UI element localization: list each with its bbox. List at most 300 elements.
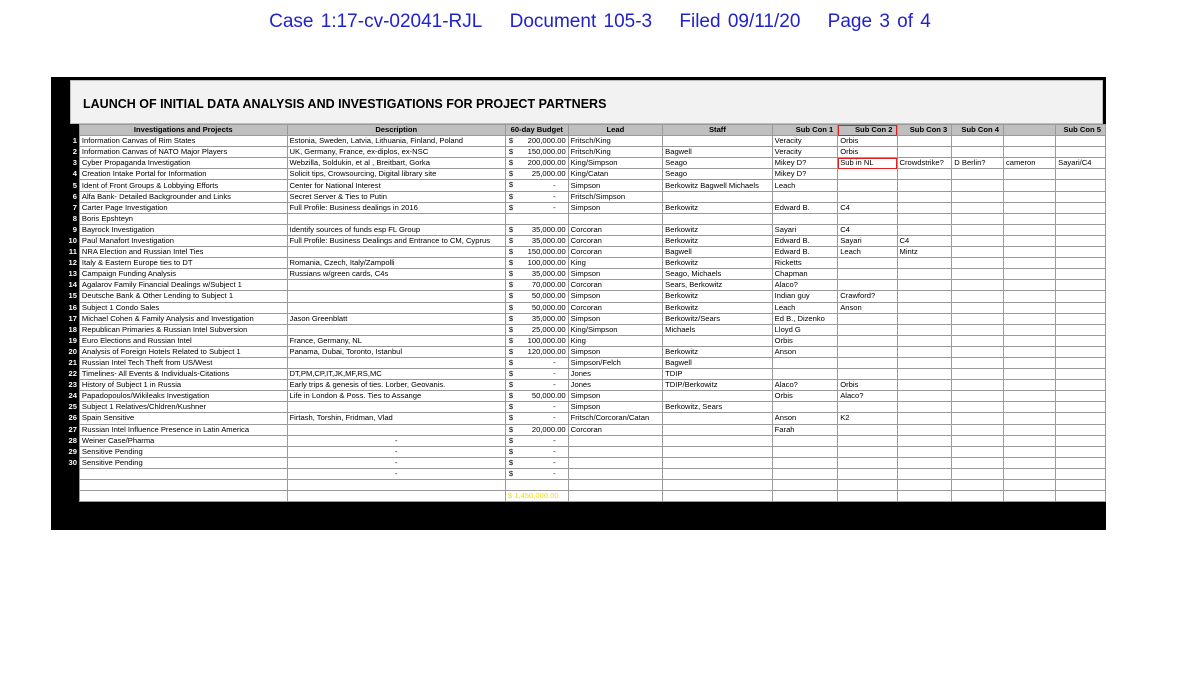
subcon4-cell[interactable]: [952, 258, 1004, 269]
extra-cell[interactable]: [1003, 213, 1055, 224]
budget-cell[interactable]: [505, 380, 568, 391]
subcon1-cell[interactable]: Lloyd G: [772, 324, 838, 335]
description-cell[interactable]: Center for National Interest: [287, 180, 505, 191]
subcon1-cell[interactable]: Edward B.: [772, 247, 838, 258]
subcon1-cell[interactable]: Alaco?: [772, 380, 838, 391]
extra-cell[interactable]: [1003, 280, 1055, 291]
subcon3-cell[interactable]: [897, 147, 952, 158]
lead-cell[interactable]: Fritsch/Corcoran/Catan: [568, 413, 663, 424]
subcon3-cell[interactable]: [897, 213, 952, 224]
staff-cell[interactable]: TDIP: [663, 369, 773, 380]
project-cell[interactable]: Weiner Case/Pharma: [79, 435, 287, 446]
subcon3-cell[interactable]: [897, 446, 952, 457]
subcon5-cell[interactable]: [1056, 480, 1106, 491]
subcon1-cell[interactable]: Orbis: [772, 335, 838, 346]
subcon3-cell[interactable]: [897, 457, 952, 468]
budget-cell[interactable]: [505, 324, 568, 335]
extra-cell[interactable]: [1003, 235, 1055, 246]
extra-cell[interactable]: [1003, 269, 1055, 280]
subcon2-cell[interactable]: Orbis: [838, 147, 897, 158]
budget-cell[interactable]: [505, 446, 568, 457]
subcon3-cell[interactable]: [897, 224, 952, 235]
subcon5-cell[interactable]: [1056, 402, 1106, 413]
lead-cell[interactable]: Simpson: [568, 269, 663, 280]
description-cell[interactable]: -: [287, 446, 505, 457]
project-cell[interactable]: Subject 1 Condo Sales: [79, 302, 287, 313]
subcon3-cell[interactable]: [897, 369, 952, 380]
subcon4-cell[interactable]: [952, 391, 1004, 402]
subcon4-cell[interactable]: [952, 413, 1004, 424]
budget-cell[interactable]: [505, 480, 568, 491]
subcon4-cell[interactable]: [952, 424, 1004, 435]
subcon2-cell[interactable]: Leach: [838, 247, 897, 258]
subcon2-cell[interactable]: [838, 402, 897, 413]
project-cell[interactable]: Subject 1 Relatives/Chldren/Kushner: [79, 402, 287, 413]
budget-cell[interactable]: [505, 468, 568, 479]
project-cell[interactable]: Timelines- All Events & Individuals-Citations: [79, 369, 287, 380]
subcon4-cell[interactable]: [952, 369, 1004, 380]
extra-cell[interactable]: [1003, 291, 1055, 302]
lead-cell[interactable]: [568, 446, 663, 457]
subcon4-cell[interactable]: [952, 346, 1004, 357]
subcon3-cell[interactable]: [897, 468, 952, 479]
lead-cell[interactable]: King/Simpson: [568, 324, 663, 335]
lead-cell[interactable]: Fritsch/Simpson: [568, 191, 663, 202]
extra-cell[interactable]: [1003, 335, 1055, 346]
project-cell[interactable]: [79, 468, 287, 479]
budget-cell[interactable]: [505, 402, 568, 413]
staff-cell[interactable]: TDIP/Berkowitz: [663, 380, 773, 391]
staff-cell[interactable]: Bagwell: [663, 147, 773, 158]
column-header[interactable]: Description: [287, 125, 505, 136]
subcon5-cell[interactable]: [1056, 357, 1106, 368]
project-cell[interactable]: Ident of Front Groups & Lobbying Efforts: [79, 180, 287, 191]
budget-cell[interactable]: [505, 247, 568, 258]
description-cell[interactable]: Panama, Dubai, Toronto, Istanbul: [287, 346, 505, 357]
subcon3-cell[interactable]: [897, 202, 952, 213]
subcon1-cell[interactable]: Edward B.: [772, 235, 838, 246]
subcon5-cell[interactable]: [1056, 324, 1106, 335]
subcon4-cell[interactable]: [952, 457, 1004, 468]
staff-cell[interactable]: [663, 446, 773, 457]
subcon2-cell[interactable]: [838, 169, 897, 180]
budget-cell[interactable]: [505, 136, 568, 147]
description-cell[interactable]: -: [287, 457, 505, 468]
budget-cell[interactable]: [505, 158, 568, 169]
subcon3-cell[interactable]: [897, 313, 952, 324]
project-cell[interactable]: Italy & Eastern Europe ties to DT: [79, 258, 287, 269]
subcon4-cell[interactable]: [952, 213, 1004, 224]
extra-cell[interactable]: [1003, 446, 1055, 457]
subcon3-cell[interactable]: [897, 302, 952, 313]
subcon5-cell[interactable]: [1056, 346, 1106, 357]
extra-cell[interactable]: [1003, 258, 1055, 269]
subcon3-cell[interactable]: [897, 424, 952, 435]
staff-cell[interactable]: Berkowitz, Sears: [663, 402, 773, 413]
subcon2-cell[interactable]: Sayari: [838, 235, 897, 246]
subcon5-cell[interactable]: [1056, 191, 1106, 202]
subcon1-cell[interactable]: Farah: [772, 424, 838, 435]
subcon2-cell[interactable]: Anson: [838, 302, 897, 313]
column-header[interactable]: Staff: [663, 125, 773, 136]
subcon1-cell[interactable]: Edward B.: [772, 202, 838, 213]
staff-cell[interactable]: Michaels: [663, 324, 773, 335]
project-cell[interactable]: Information Canvas of NATO Major Players: [79, 147, 287, 158]
description-cell[interactable]: France, Germany, NL: [287, 335, 505, 346]
staff-cell[interactable]: [663, 413, 773, 424]
lead-cell[interactable]: [568, 480, 663, 491]
subcon4-cell[interactable]: [952, 468, 1004, 479]
extra-cell[interactable]: [1003, 191, 1055, 202]
subcon1-cell[interactable]: [772, 457, 838, 468]
lead-cell[interactable]: King/Catan: [568, 169, 663, 180]
project-cell[interactable]: Boris Epshteyn: [79, 213, 287, 224]
subcon4-cell[interactable]: [952, 313, 1004, 324]
staff-cell[interactable]: [663, 335, 773, 346]
lead-cell[interactable]: Corcoran: [568, 235, 663, 246]
budget-cell[interactable]: [505, 191, 568, 202]
subcon1-cell[interactable]: Alaco?: [772, 280, 838, 291]
subcon4-cell[interactable]: [952, 280, 1004, 291]
subcon3-cell[interactable]: [897, 435, 952, 446]
extra-cell[interactable]: [1003, 435, 1055, 446]
subcon2-cell[interactable]: K2: [838, 413, 897, 424]
budget-cell[interactable]: [505, 302, 568, 313]
subcon1-cell[interactable]: Ricketts: [772, 258, 838, 269]
subcon5-cell[interactable]: [1056, 468, 1106, 479]
subcon3-cell[interactable]: [897, 335, 952, 346]
subcon2-cell[interactable]: [838, 424, 897, 435]
subcon1-cell[interactable]: [772, 213, 838, 224]
budget-cell[interactable]: [505, 346, 568, 357]
staff-cell[interactable]: Seago: [663, 169, 773, 180]
column-header[interactable]: Sub Con 4: [952, 125, 1004, 136]
staff-cell[interactable]: Berkowitz: [663, 258, 773, 269]
budget-cell[interactable]: [505, 335, 568, 346]
subcon1-cell[interactable]: Orbis: [772, 391, 838, 402]
lead-cell[interactable]: Simpson: [568, 402, 663, 413]
extra-cell[interactable]: [1003, 136, 1055, 147]
budget-cell[interactable]: [505, 413, 568, 424]
subcon2-cell[interactable]: [838, 457, 897, 468]
lead-cell[interactable]: Simpson: [568, 291, 663, 302]
subcon1-cell[interactable]: Chapman: [772, 269, 838, 280]
description-cell[interactable]: Full Profile: Business Dealings and Entrance to CM, Cyprus: [287, 235, 505, 246]
lead-cell[interactable]: Corcoran: [568, 224, 663, 235]
project-cell[interactable]: [79, 480, 287, 491]
description-cell[interactable]: DT,PM,CP,IT,JK,MF,RS,MC: [287, 369, 505, 380]
description-cell[interactable]: Jason Greenblatt: [287, 313, 505, 324]
lead-cell[interactable]: Corcoran: [568, 302, 663, 313]
description-cell[interactable]: [287, 302, 505, 313]
subcon3-cell[interactable]: [897, 413, 952, 424]
budget-cell[interactable]: [505, 258, 568, 269]
subcon3-cell[interactable]: [897, 324, 952, 335]
budget-cell[interactable]: [505, 224, 568, 235]
subcon4-cell[interactable]: [952, 480, 1004, 491]
subcon2-cell[interactable]: [838, 357, 897, 368]
subcon1-cell[interactable]: Veracity: [772, 147, 838, 158]
extra-cell[interactable]: [1003, 324, 1055, 335]
subcon3-cell[interactable]: [897, 169, 952, 180]
column-header[interactable]: Sub Con 5: [1056, 125, 1106, 136]
subcon4-cell[interactable]: [952, 402, 1004, 413]
subcon1-cell[interactable]: Anson: [772, 413, 838, 424]
subcon1-cell[interactable]: Leach: [772, 180, 838, 191]
subcon4-cell[interactable]: [952, 136, 1004, 147]
staff-cell[interactable]: Berkowitz: [663, 235, 773, 246]
description-cell[interactable]: UK, Germany, France, ex-diplos, ex-NSC: [287, 147, 505, 158]
subcon2-cell[interactable]: [838, 335, 897, 346]
extra-cell[interactable]: [1003, 369, 1055, 380]
subcon4-cell[interactable]: [952, 169, 1004, 180]
extra-cell[interactable]: [1003, 424, 1055, 435]
extra-cell[interactable]: [1003, 313, 1055, 324]
subcon4-cell[interactable]: [952, 380, 1004, 391]
project-cell[interactable]: Creation Intake Portal for Information: [79, 169, 287, 180]
budget-cell[interactable]: [505, 213, 568, 224]
subcon4-cell[interactable]: D Berlin?: [952, 158, 1004, 169]
subcon5-cell[interactable]: [1056, 380, 1106, 391]
description-cell[interactable]: Early trips & genesis of ties. Lorber, Geovanis.: [287, 380, 505, 391]
subcon3-cell[interactable]: [897, 180, 952, 191]
subcon5-cell[interactable]: [1056, 213, 1106, 224]
subcon4-cell[interactable]: [952, 180, 1004, 191]
column-header[interactable]: Sub Con 2: [838, 125, 897, 136]
project-cell[interactable]: Campaign Funding Analysis: [79, 269, 287, 280]
staff-cell[interactable]: [663, 468, 773, 479]
budget-cell[interactable]: [505, 180, 568, 191]
subcon2-cell[interactable]: Orbis: [838, 380, 897, 391]
extra-cell[interactable]: [1003, 202, 1055, 213]
subcon2-cell[interactable]: [838, 180, 897, 191]
budget-cell[interactable]: [505, 169, 568, 180]
subcon1-cell[interactable]: [772, 480, 838, 491]
extra-cell[interactable]: [1003, 169, 1055, 180]
lead-cell[interactable]: [568, 435, 663, 446]
subcon5-cell[interactable]: [1056, 280, 1106, 291]
budget-cell[interactable]: [505, 147, 568, 158]
budget-cell[interactable]: [505, 269, 568, 280]
subcon5-cell[interactable]: [1056, 258, 1106, 269]
description-cell[interactable]: Solicit tips, Crowsourcing, Digital library site: [287, 169, 505, 180]
project-cell[interactable]: NRA Election and Russian Intel Ties: [79, 247, 287, 258]
lead-cell[interactable]: Simpson: [568, 391, 663, 402]
budget-cell[interactable]: [505, 424, 568, 435]
subcon5-cell[interactable]: [1056, 202, 1106, 213]
subcon3-cell[interactable]: C4: [897, 235, 952, 246]
subcon1-cell[interactable]: Anson: [772, 346, 838, 357]
subcon2-cell[interactable]: [838, 435, 897, 446]
subcon1-cell[interactable]: [772, 357, 838, 368]
lead-cell[interactable]: King: [568, 258, 663, 269]
lead-cell[interactable]: Simpson: [568, 180, 663, 191]
staff-cell[interactable]: Berkowitz Bagwell Michaels: [663, 180, 773, 191]
subcon3-cell[interactable]: [897, 136, 952, 147]
subcon5-cell[interactable]: [1056, 446, 1106, 457]
staff-cell[interactable]: Sears, Berkowitz: [663, 280, 773, 291]
subcon1-cell[interactable]: Mikey D?: [772, 158, 838, 169]
budget-cell[interactable]: [505, 357, 568, 368]
extra-cell[interactable]: cameron: [1003, 158, 1055, 169]
extra-cell[interactable]: [1003, 402, 1055, 413]
subcon2-cell[interactable]: [838, 346, 897, 357]
lead-cell[interactable]: King/Simpson: [568, 158, 663, 169]
staff-cell[interactable]: Berkowitz: [663, 346, 773, 357]
description-cell[interactable]: Firtash, Torshin, Fridman, Vlad: [287, 413, 505, 424]
subcon5-cell[interactable]: [1056, 269, 1106, 280]
subcon2-cell[interactable]: C4: [838, 224, 897, 235]
extra-cell[interactable]: [1003, 224, 1055, 235]
lead-cell[interactable]: [568, 457, 663, 468]
subcon5-cell[interactable]: [1056, 180, 1106, 191]
staff-cell[interactable]: [663, 191, 773, 202]
staff-cell[interactable]: Berkowitz: [663, 224, 773, 235]
project-cell[interactable]: Deutsche Bank & Other Lending to Subject 1: [79, 291, 287, 302]
extra-cell[interactable]: [1003, 346, 1055, 357]
project-cell[interactable]: Russian Intel Tech Theft from US/West: [79, 357, 287, 368]
description-cell[interactable]: [287, 324, 505, 335]
staff-cell[interactable]: Berkowitz: [663, 302, 773, 313]
extra-cell[interactable]: [1003, 180, 1055, 191]
subcon2-cell[interactable]: [838, 480, 897, 491]
subcon4-cell[interactable]: [952, 335, 1004, 346]
staff-cell[interactable]: Seago: [663, 158, 773, 169]
project-cell[interactable]: Analysis of Foreign Hotels Related to Subject 1: [79, 346, 287, 357]
extra-cell[interactable]: [1003, 357, 1055, 368]
extra-cell[interactable]: [1003, 468, 1055, 479]
staff-cell[interactable]: Seago, Michaels: [663, 269, 773, 280]
description-cell[interactable]: -: [287, 435, 505, 446]
column-header[interactable]: Lead: [568, 125, 663, 136]
description-cell[interactable]: Full Profile: Business dealings in 2016: [287, 202, 505, 213]
description-cell[interactable]: -: [287, 468, 505, 479]
lead-cell[interactable]: Simpson: [568, 202, 663, 213]
project-cell[interactable]: Michael Cohen & Family Analysis and Investigation: [79, 313, 287, 324]
subcon2-cell[interactable]: Sub in NL: [838, 158, 897, 169]
subcon5-cell[interactable]: [1056, 391, 1106, 402]
staff-cell[interactable]: Bagwell: [663, 247, 773, 258]
subcon5-cell[interactable]: [1056, 457, 1106, 468]
project-cell[interactable]: Information Canvas of Rim States: [79, 136, 287, 147]
column-header[interactable]: Sub Con 3: [897, 125, 952, 136]
project-cell[interactable]: Alfa Bank- Detailed Backgrounder and Links: [79, 191, 287, 202]
subcon3-cell[interactable]: [897, 346, 952, 357]
subcon3-cell[interactable]: [897, 258, 952, 269]
subcon3-cell[interactable]: [897, 280, 952, 291]
subcon4-cell[interactable]: [952, 302, 1004, 313]
subcon5-cell[interactable]: [1056, 313, 1106, 324]
subcon4-cell[interactable]: [952, 291, 1004, 302]
budget-cell[interactable]: [505, 235, 568, 246]
staff-cell[interactable]: [663, 391, 773, 402]
staff-cell[interactable]: Berkowitz/Sears: [663, 313, 773, 324]
subcon4-cell[interactable]: [952, 324, 1004, 335]
project-cell[interactable]: Sensitive Pending: [79, 457, 287, 468]
subcon3-cell[interactable]: [897, 269, 952, 280]
budget-cell[interactable]: [505, 291, 568, 302]
description-cell[interactable]: [287, 247, 505, 258]
subcon1-cell[interactable]: Indian guy: [772, 291, 838, 302]
subcon2-cell[interactable]: [838, 213, 897, 224]
subcon4-cell[interactable]: [952, 435, 1004, 446]
subcon2-cell[interactable]: [838, 446, 897, 457]
description-cell[interactable]: [287, 402, 505, 413]
project-cell[interactable]: Agalarov Family Financial Dealings w/Subject 1: [79, 280, 287, 291]
budget-cell[interactable]: [505, 313, 568, 324]
subcon4-cell[interactable]: [952, 202, 1004, 213]
lead-cell[interactable]: Simpson/Felch: [568, 357, 663, 368]
budget-cell[interactable]: [505, 391, 568, 402]
extra-cell[interactable]: [1003, 302, 1055, 313]
extra-cell[interactable]: [1003, 457, 1055, 468]
staff-cell[interactable]: [663, 136, 773, 147]
staff-cell[interactable]: Bagwell: [663, 357, 773, 368]
extra-cell[interactable]: [1003, 391, 1055, 402]
column-header[interactable]: Sub Con 1: [772, 125, 838, 136]
subcon5-cell[interactable]: [1056, 291, 1106, 302]
lead-cell[interactable]: [568, 213, 663, 224]
subcon5-cell[interactable]: [1056, 335, 1106, 346]
lead-cell[interactable]: Fritsch/King: [568, 136, 663, 147]
lead-cell[interactable]: Jones: [568, 380, 663, 391]
subcon5-cell[interactable]: Sayari/C4: [1056, 158, 1106, 169]
column-header[interactable]: 60-day Budget: [505, 125, 568, 136]
project-cell[interactable]: Carter Page Investigation: [79, 202, 287, 213]
subcon4-cell[interactable]: [952, 446, 1004, 457]
subcon3-cell[interactable]: [897, 291, 952, 302]
description-cell[interactable]: Russians w/green cards, C4s: [287, 269, 505, 280]
subcon5-cell[interactable]: [1056, 424, 1106, 435]
subcon1-cell[interactable]: [772, 369, 838, 380]
staff-cell[interactable]: [663, 213, 773, 224]
subcon4-cell[interactable]: [952, 224, 1004, 235]
project-cell[interactable]: Spain Sensitive: [79, 413, 287, 424]
description-cell[interactable]: [287, 280, 505, 291]
subcon1-cell[interactable]: Ed B., Dizenko: [772, 313, 838, 324]
budget-cell[interactable]: [505, 435, 568, 446]
extra-cell[interactable]: [1003, 147, 1055, 158]
subcon2-cell[interactable]: [838, 258, 897, 269]
lead-cell[interactable]: Simpson: [568, 313, 663, 324]
staff-cell[interactable]: Berkowitz: [663, 291, 773, 302]
subcon4-cell[interactable]: [952, 191, 1004, 202]
subcon2-cell[interactable]: [838, 369, 897, 380]
subcon2-cell[interactable]: [838, 269, 897, 280]
project-cell[interactable]: Sensitive Pending: [79, 446, 287, 457]
subcon3-cell[interactable]: Mintz: [897, 247, 952, 258]
project-cell[interactable]: Bayrock Investigation: [79, 224, 287, 235]
extra-cell[interactable]: [1003, 413, 1055, 424]
project-cell[interactable]: Paul Manafort Investigation: [79, 235, 287, 246]
budget-cell[interactable]: [505, 202, 568, 213]
subcon3-cell[interactable]: [897, 380, 952, 391]
subcon4-cell[interactable]: [952, 235, 1004, 246]
subcon5-cell[interactable]: [1056, 302, 1106, 313]
lead-cell[interactable]: Corcoran: [568, 247, 663, 258]
staff-cell[interactable]: [663, 457, 773, 468]
description-cell[interactable]: Estonia, Sweden, Latvia, Lithuania, Finland, Poland: [287, 136, 505, 147]
description-cell[interactable]: [287, 424, 505, 435]
project-cell[interactable]: History of Subject 1 in Russia: [79, 380, 287, 391]
lead-cell[interactable]: Jones: [568, 369, 663, 380]
subcon3-cell[interactable]: [897, 480, 952, 491]
staff-cell[interactable]: Berkowitz: [663, 202, 773, 213]
budget-cell[interactable]: [505, 369, 568, 380]
subcon1-cell[interactable]: Leach: [772, 302, 838, 313]
subcon3-cell[interactable]: Crowdstrike?: [897, 158, 952, 169]
subcon4-cell[interactable]: [952, 147, 1004, 158]
